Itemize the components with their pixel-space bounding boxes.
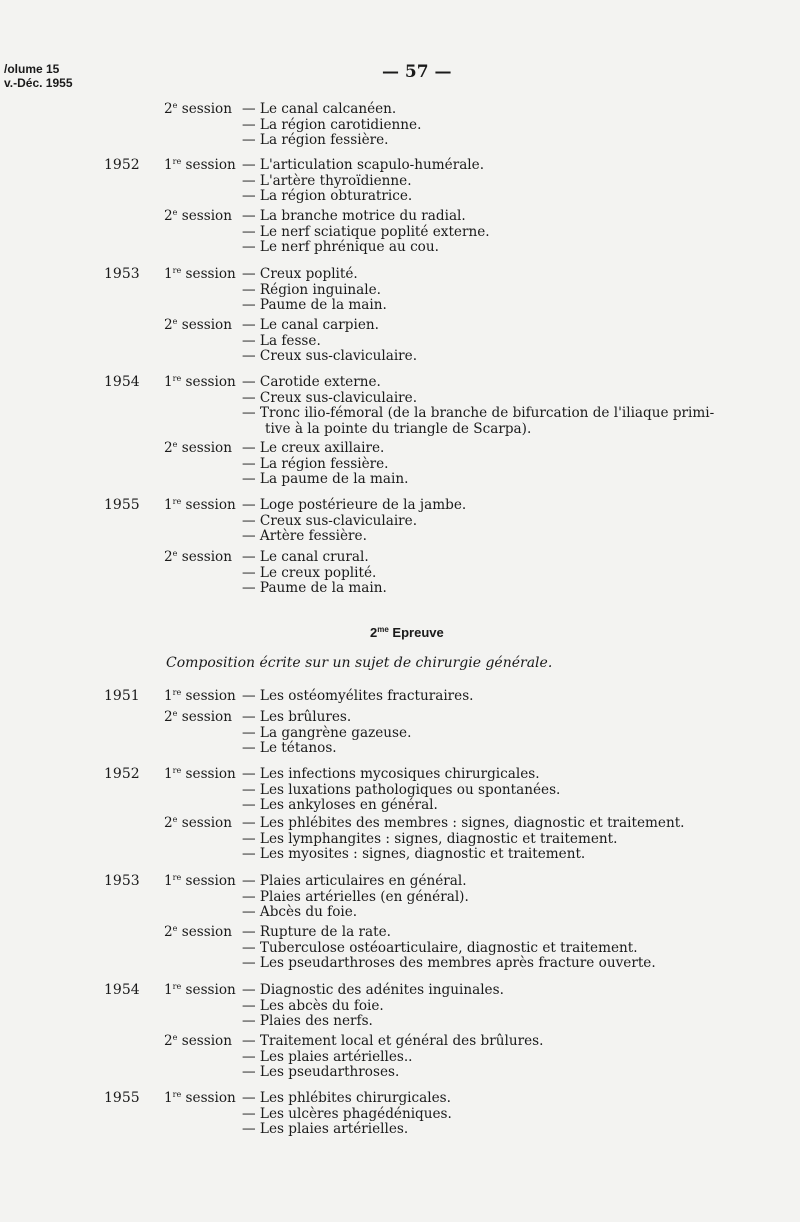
session-label [164, 873, 236, 889]
session-number: 2 [164, 208, 173, 224]
session-label [164, 317, 232, 333]
topic-item: — Plaies des nerfs. [242, 1013, 373, 1029]
session-label [164, 266, 236, 282]
topic-item: — Paume de la main. [242, 580, 387, 596]
epreuve-superscript: me [377, 625, 389, 634]
session-ordinal: e [172, 924, 178, 933]
topic-item: — L'articulation scapulo-humérale. [242, 157, 485, 173]
topic-item: — Le canal calcanéen. [242, 101, 397, 117]
topic-item-continuation: tive à la pointe du triangle de Scarpa). [265, 420, 532, 437]
topic-item: — Les abcès du foie. [242, 997, 384, 1014]
topic-item: — Le canal crural. [242, 549, 369, 565]
session-word: session [185, 374, 236, 390]
topic-item: — Abcès du foie. [242, 904, 358, 920]
session-number: 2 [164, 815, 173, 831]
topic-item: — Tuberculose ostéoarticulaire, diagnostic et traitement. [242, 939, 638, 956]
session-label [164, 549, 232, 565]
topic-item: — Les lymphangites : signes, diagnostic et traitement. [242, 830, 618, 847]
epreuve-number: 2 [370, 625, 378, 640]
topic-item: — Tronc ilio-fémoral (de la branche de bifurcation de l'iliaque primi- [242, 405, 715, 421]
session-number: 1 [164, 982, 173, 998]
session-ordinal: e [172, 549, 178, 558]
session-number: 2 [164, 549, 173, 565]
topic-item: — La gangrène gazeuse. [242, 724, 412, 741]
topic-item: — La région obturatrice. [242, 188, 413, 204]
topic-item: — Le nerf sciatique poplité externe. [242, 223, 490, 240]
year-label: 1955 [104, 497, 140, 513]
volume-label: /olume 15 [4, 62, 60, 76]
topic-item: — Paume de la main. [242, 297, 387, 313]
session-ordinal: re [172, 1090, 182, 1099]
topic-item: — La région carotidienne. [242, 116, 422, 133]
topic-item: — Carotide externe. [242, 374, 381, 390]
session-number: 1 [164, 688, 173, 704]
epreuve-heading [370, 625, 444, 640]
session-label [164, 688, 236, 704]
session-label [164, 1090, 236, 1106]
page-number: — 57 — [382, 62, 452, 82]
topic-item: — Artère fessière. [242, 528, 367, 544]
topic-item: — Les plaies artérielles. [242, 1121, 409, 1137]
topic-item: — Les ulcères phagédéniques. [242, 1105, 452, 1122]
year-label: 1953 [104, 873, 140, 889]
topic-item: — Les pseudarthroses. [242, 1064, 400, 1080]
year-label: 1951 [104, 688, 140, 704]
topic-item: — L'artère thyroïdienne. [242, 172, 412, 189]
epreuve-word: Epreuve [392, 625, 444, 640]
session-label [164, 101, 232, 117]
session-word: session [181, 317, 232, 333]
topic-item: — Creux poplité. [242, 266, 358, 282]
session-word: session [185, 157, 236, 173]
session-word: session [181, 1033, 232, 1049]
session-number: 2 [164, 440, 173, 456]
session-label [164, 374, 236, 390]
session-word: session [185, 497, 236, 513]
topic-item: — Les plaies artérielles.. [242, 1048, 413, 1065]
year-label: 1952 [104, 157, 140, 173]
year-label: 1954 [104, 374, 140, 390]
session-label [164, 497, 236, 513]
session-number: 1 [164, 497, 173, 513]
session-number: 1 [164, 157, 173, 173]
topic-item: — Les myosites : signes, diagnostic et traitement. [242, 846, 586, 862]
session-number: 1 [164, 374, 173, 390]
session-ordinal: e [172, 709, 178, 718]
session-ordinal: e [172, 317, 178, 326]
session-number: 1 [164, 873, 173, 889]
topic-item: — Le tétanos. [242, 740, 337, 756]
year-label: 1955 [104, 1090, 140, 1106]
session-number: 1 [164, 1090, 173, 1106]
running-header [4, 62, 73, 90]
session-word: session [185, 982, 236, 998]
session-label [164, 1033, 232, 1049]
epreuve-subtitle: Composition écrite sur un sujet de chirurgie générale. [166, 655, 553, 671]
topic-item: — Le nerf phrénique au cou. [242, 239, 439, 255]
topic-item: — Plaies articulaires en général. [242, 873, 467, 889]
year-label: 1954 [104, 982, 140, 998]
topic-item: — Le creux poplité. [242, 564, 377, 581]
topic-item: — Les infections mycosiques chirurgicales. [242, 766, 540, 782]
session-label [164, 709, 232, 725]
session-word: session [181, 208, 232, 224]
session-ordinal: e [172, 1033, 178, 1042]
session-ordinal: e [172, 440, 178, 449]
topic-item: — La branche motrice du radial. [242, 208, 466, 224]
session-ordinal: e [172, 815, 178, 824]
issue-date: v.-Déc. 1955 [4, 76, 73, 90]
session-label [164, 157, 236, 173]
session-ordinal: e [172, 208, 178, 217]
session-number: 2 [164, 709, 173, 725]
session-ordinal: e [172, 101, 178, 110]
session-number: 1 [164, 766, 173, 782]
topic-item: — Le canal carpien. [242, 317, 379, 333]
topic-item: — Rupture de la rate. [242, 924, 391, 940]
session-word: session [181, 101, 232, 117]
year-label: 1953 [104, 266, 140, 282]
topic-item: — Creux sus-claviculaire. [242, 512, 418, 529]
session-number: 1 [164, 266, 173, 282]
session-word: session [181, 549, 232, 565]
topic-item: — Région inguinale. [242, 281, 381, 298]
session-word: session [185, 766, 236, 782]
session-word: session [181, 924, 232, 940]
session-label [164, 982, 236, 998]
session-word: session [185, 873, 236, 889]
topic-item: — Les ostéomyélites fracturaires. [242, 688, 474, 704]
topic-item: — La paume de la main. [242, 471, 409, 487]
session-ordinal: re [172, 873, 182, 882]
session-ordinal: re [172, 497, 182, 506]
session-word: session [185, 688, 236, 704]
session-ordinal: re [172, 157, 182, 166]
topic-item: — Les ankyloses en général. [242, 797, 438, 813]
session-ordinal: re [172, 374, 182, 383]
topic-item: — Creux sus-claviculaire. [242, 389, 418, 406]
topic-item: — Les phlébites chirurgicales. [242, 1090, 451, 1106]
topic-item: — Les brûlures. [242, 709, 352, 725]
session-word: session [181, 815, 232, 831]
session-label [164, 924, 232, 940]
session-number: 2 [164, 101, 173, 117]
topic-item: — Loge postérieure de la jambe. [242, 497, 467, 513]
session-word: session [185, 1090, 236, 1106]
session-label [164, 766, 236, 782]
session-label [164, 815, 232, 831]
year-label: 1952 [104, 766, 140, 782]
topic-item: — Les phlébites des membres : signes, diagnostic et traitement. [242, 815, 685, 831]
session-ordinal: re [172, 266, 182, 275]
topic-item: — Creux sus-claviculaire. [242, 348, 418, 364]
topic-item: — Les luxations pathologiques ou spontanées. [242, 781, 561, 798]
topic-item: — Plaies artérielles (en général). [242, 888, 469, 905]
session-number: 2 [164, 924, 173, 940]
session-number: 2 [164, 1033, 173, 1049]
topic-item: — La région fessière. [242, 132, 389, 148]
session-number: 2 [164, 317, 173, 333]
session-label [164, 208, 232, 224]
topic-item: — La fesse. [242, 332, 321, 349]
session-ordinal: re [172, 688, 182, 697]
topic-item: — Traitement local et général des brûlures. [242, 1033, 544, 1049]
session-word: session [181, 440, 232, 456]
topic-item: — Les pseudarthroses des membres après fracture ouverte. [242, 955, 656, 971]
session-word: session [181, 709, 232, 725]
session-word: session [185, 266, 236, 282]
topic-item: — La région fessière. [242, 455, 389, 472]
topic-item: — Diagnostic des adénites inguinales. [242, 982, 504, 998]
session-label [164, 440, 232, 456]
session-ordinal: re [172, 982, 182, 991]
topic-item: — Le creux axillaire. [242, 440, 385, 456]
session-ordinal: re [172, 766, 182, 775]
